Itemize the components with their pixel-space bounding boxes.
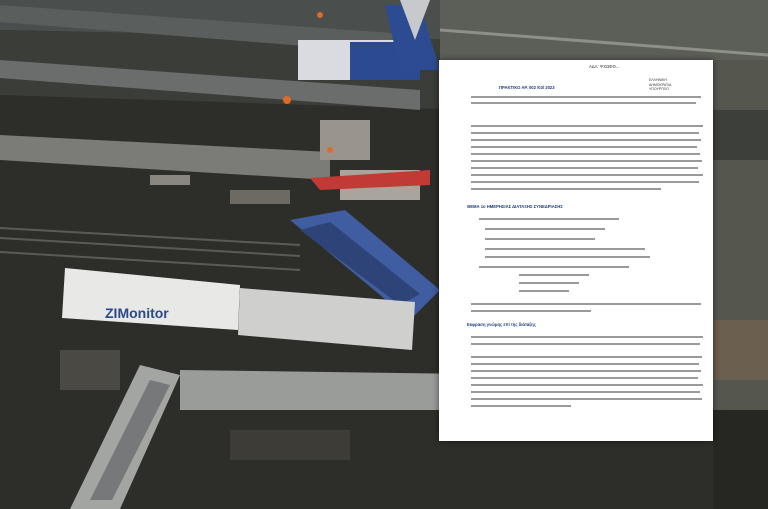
stamp-line: ΥΠΟΥΡΓΕΙΟ bbox=[649, 87, 670, 91]
stamp-line: ΕΛΛΗΝΙΚΗ bbox=[649, 78, 667, 82]
text-line bbox=[519, 290, 569, 292]
text-line bbox=[471, 356, 702, 358]
text-line bbox=[471, 188, 661, 190]
text-line bbox=[485, 238, 595, 240]
text-line bbox=[485, 248, 645, 250]
text-line bbox=[471, 343, 700, 345]
text-line bbox=[471, 139, 701, 141]
text-line bbox=[471, 146, 697, 148]
section-heading: ΘΕΜΑ 1ο ΗΜΕΡΗΣΙΑΣ ΔΙΑΤΑΞΗΣ ΣΥΝΕΔΡΙΑΣΗΣ bbox=[467, 204, 563, 209]
text-line bbox=[471, 96, 701, 98]
text-line bbox=[471, 153, 700, 155]
text-line bbox=[471, 303, 701, 305]
text-line bbox=[479, 218, 619, 220]
text-line bbox=[485, 256, 650, 258]
stamp-line: ΔΗΜΟΚΡΑΤΙΑ bbox=[649, 82, 672, 87]
text-line bbox=[471, 336, 703, 338]
text-line bbox=[471, 160, 702, 162]
text-line bbox=[471, 132, 699, 134]
document-header-ref: ΑΔΑ: ΨΧΩΦΘ... bbox=[589, 64, 620, 69]
text-line bbox=[471, 384, 703, 386]
text-line bbox=[479, 266, 629, 268]
text-line bbox=[471, 310, 591, 312]
text-line bbox=[485, 228, 605, 230]
text-line bbox=[471, 391, 700, 393]
text-line bbox=[471, 102, 696, 104]
section-heading: Εκφραση γνώμης επί της διάταξης bbox=[467, 322, 536, 327]
text-line bbox=[471, 174, 703, 176]
text-line bbox=[471, 363, 699, 365]
svg-text:ZIMonitor: ZIMonitor bbox=[105, 305, 169, 321]
text-line bbox=[519, 282, 579, 284]
text-line bbox=[471, 370, 701, 372]
text-line bbox=[471, 398, 702, 400]
document-title: ΠΡΑΚΤΙΚΟ ΑΡ. 002 /03/ 2023 bbox=[499, 85, 555, 90]
text-line bbox=[471, 181, 699, 183]
text-line bbox=[471, 377, 698, 379]
official-document bbox=[439, 60, 713, 441]
text-line bbox=[519, 274, 589, 276]
text-line bbox=[471, 125, 703, 127]
text-line bbox=[471, 405, 571, 407]
text-line bbox=[471, 167, 698, 169]
